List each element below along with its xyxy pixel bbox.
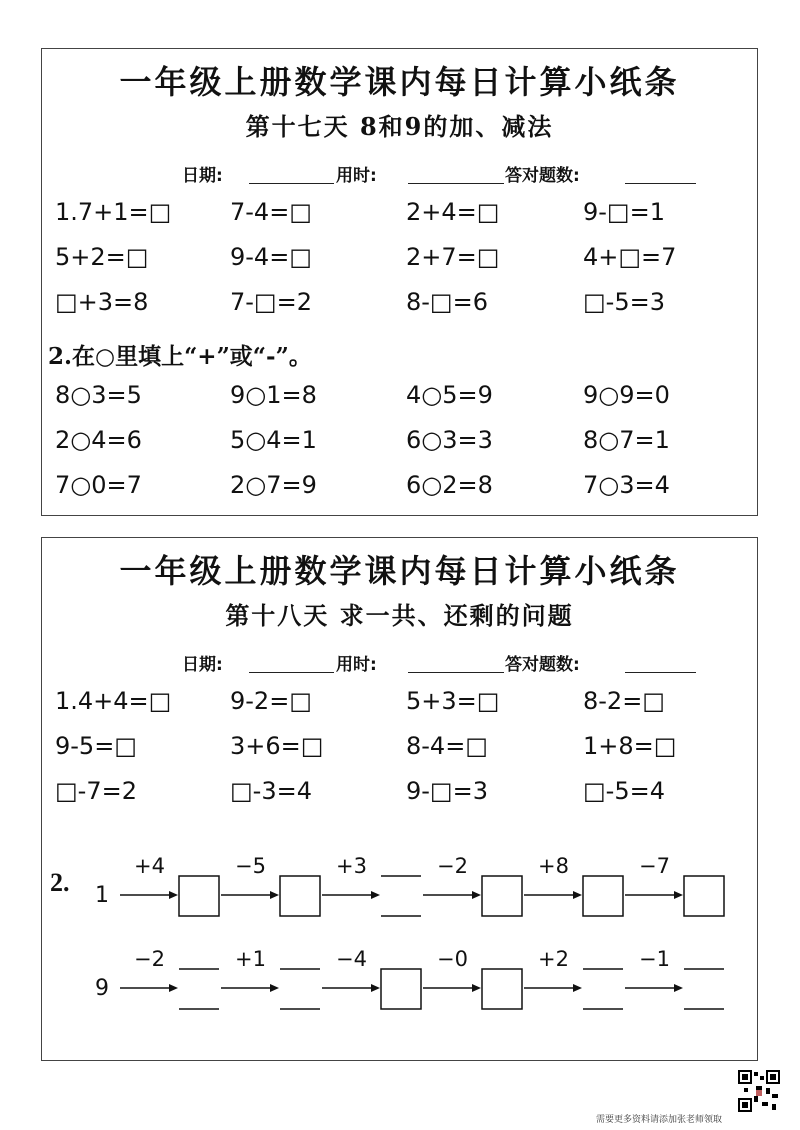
- problem-item: 1+8=□: [583, 732, 677, 760]
- problem-item: 7-□=2: [230, 288, 312, 316]
- chain-start-number: 9: [95, 976, 109, 1001]
- problem-item: 4+□=7: [583, 243, 677, 271]
- date-label: 日期:: [182, 655, 223, 675]
- problem-item: 2+7=□: [406, 243, 500, 271]
- time-blank[interactable]: [408, 183, 504, 184]
- problem-item: 9-4=□: [230, 243, 312, 271]
- number-chain-1: [82, 843, 782, 923]
- chain-arrowhead: [169, 891, 178, 899]
- part2-label: 2.在○里填上“+”或“-”。: [48, 343, 312, 370]
- answer-box[interactable]: [684, 876, 724, 916]
- problem-item: 4○5=9: [406, 381, 493, 409]
- problem-item: 8○7=1: [583, 426, 670, 454]
- answer-box[interactable]: [179, 876, 219, 916]
- chain-arrowhead: [371, 891, 380, 899]
- problem-item: □-5=4: [583, 777, 665, 805]
- chain-arrowhead: [674, 984, 683, 992]
- chain-operation: −2: [437, 854, 468, 878]
- answer-box[interactable]: [482, 969, 522, 1009]
- date-label: 日期:: [182, 166, 223, 186]
- chain-arrowhead: [472, 891, 481, 899]
- problem-item: 3+6=□: [230, 732, 324, 760]
- chain-operation: −2: [134, 947, 165, 971]
- chain-operation: −7: [639, 854, 670, 878]
- chain-operation: −0: [437, 947, 468, 971]
- problem-item: 9-5=□: [55, 732, 137, 760]
- problem-item: 8-□=6: [406, 288, 488, 316]
- problem-item: 9-□=3: [406, 777, 488, 805]
- problem-item: 1.4+4=□: [55, 687, 172, 715]
- chain-operation: +1: [235, 947, 266, 971]
- problem-item: 8○3=5: [55, 381, 142, 409]
- problem-item: 2○7=9: [230, 471, 317, 499]
- problem-item: □+3=8: [55, 288, 149, 316]
- answer-box[interactable]: [583, 876, 623, 916]
- problem-item: 6○2=8: [406, 471, 493, 499]
- problem-item: 9-□=1: [583, 198, 665, 226]
- problem-item: 7○0=7: [55, 471, 142, 499]
- chain-operation: −5: [235, 854, 266, 878]
- problem-item: 8-2=□: [583, 687, 665, 715]
- number-chain-2: [82, 936, 782, 1016]
- worksheet-subtitle: 第十八天 求一共、还剩的问题: [225, 601, 574, 630]
- time-blank[interactable]: [408, 672, 504, 673]
- correct-label: 答对题数:: [505, 655, 580, 675]
- answer-box[interactable]: [482, 876, 522, 916]
- qr-code-icon: [738, 1070, 780, 1112]
- chain-arrowhead: [573, 984, 582, 992]
- chain-operation: +3: [336, 854, 367, 878]
- problem-item: 1.7+1=□: [55, 198, 172, 226]
- correct-blank[interactable]: [625, 672, 696, 673]
- time-label: 用时:: [336, 166, 377, 186]
- problem-item: □-7=2: [55, 777, 137, 805]
- worksheet-day17: [41, 48, 758, 516]
- problem-item: 2+4=□: [406, 198, 500, 226]
- problem-item: □-5=3: [583, 288, 665, 316]
- chain-arrowhead: [270, 891, 279, 899]
- chain-operation: −1: [639, 947, 670, 971]
- chain-operation: +2: [538, 947, 569, 971]
- worksheet-subtitle: 第十七天 8和9的加、减法: [245, 112, 554, 141]
- date-blank[interactable]: [249, 672, 334, 673]
- part2-label: 2.: [50, 868, 70, 897]
- worksheet-day18: [41, 537, 758, 1061]
- answer-box[interactable]: [381, 969, 421, 1009]
- chain-arrowhead: [371, 984, 380, 992]
- problem-item: 7○3=4: [583, 471, 670, 499]
- chain-arrowhead: [472, 984, 481, 992]
- footer-note: 需要更多资料请添加张老师领取: [596, 1115, 723, 1125]
- chain-operation: +8: [538, 854, 569, 878]
- problem-item: 2○4=6: [55, 426, 142, 454]
- chain-arrowhead: [169, 984, 178, 992]
- problem-item: 5○4=1: [230, 426, 317, 454]
- problem-item: 7-4=□: [230, 198, 312, 226]
- problem-item: 5+3=□: [406, 687, 500, 715]
- correct-label: 答对题数:: [505, 166, 580, 186]
- problem-item: □-3=4: [230, 777, 312, 805]
- chain-arrowhead: [270, 984, 279, 992]
- problem-item: 9○9=0: [583, 381, 670, 409]
- worksheet-title: 一年级上册数学课内每日计算小纸条: [119, 552, 680, 590]
- answer-box[interactable]: [280, 876, 320, 916]
- problem-item: 9○1=8: [230, 381, 317, 409]
- chain-operation: −4: [336, 947, 367, 971]
- problem-item: 6○3=3: [406, 426, 493, 454]
- chain-arrowhead: [573, 891, 582, 899]
- problem-item: 8-4=□: [406, 732, 488, 760]
- chain-arrowhead: [674, 891, 683, 899]
- chain-operation: +4: [134, 854, 165, 878]
- problem-item: 5+2=□: [55, 243, 149, 271]
- problem-item: 9-2=□: [230, 687, 312, 715]
- time-label: 用时:: [336, 655, 377, 675]
- correct-blank[interactable]: [625, 183, 696, 184]
- worksheet-title: 一年级上册数学课内每日计算小纸条: [119, 63, 680, 101]
- date-blank[interactable]: [249, 183, 334, 184]
- chain-start-number: 1: [95, 883, 109, 908]
